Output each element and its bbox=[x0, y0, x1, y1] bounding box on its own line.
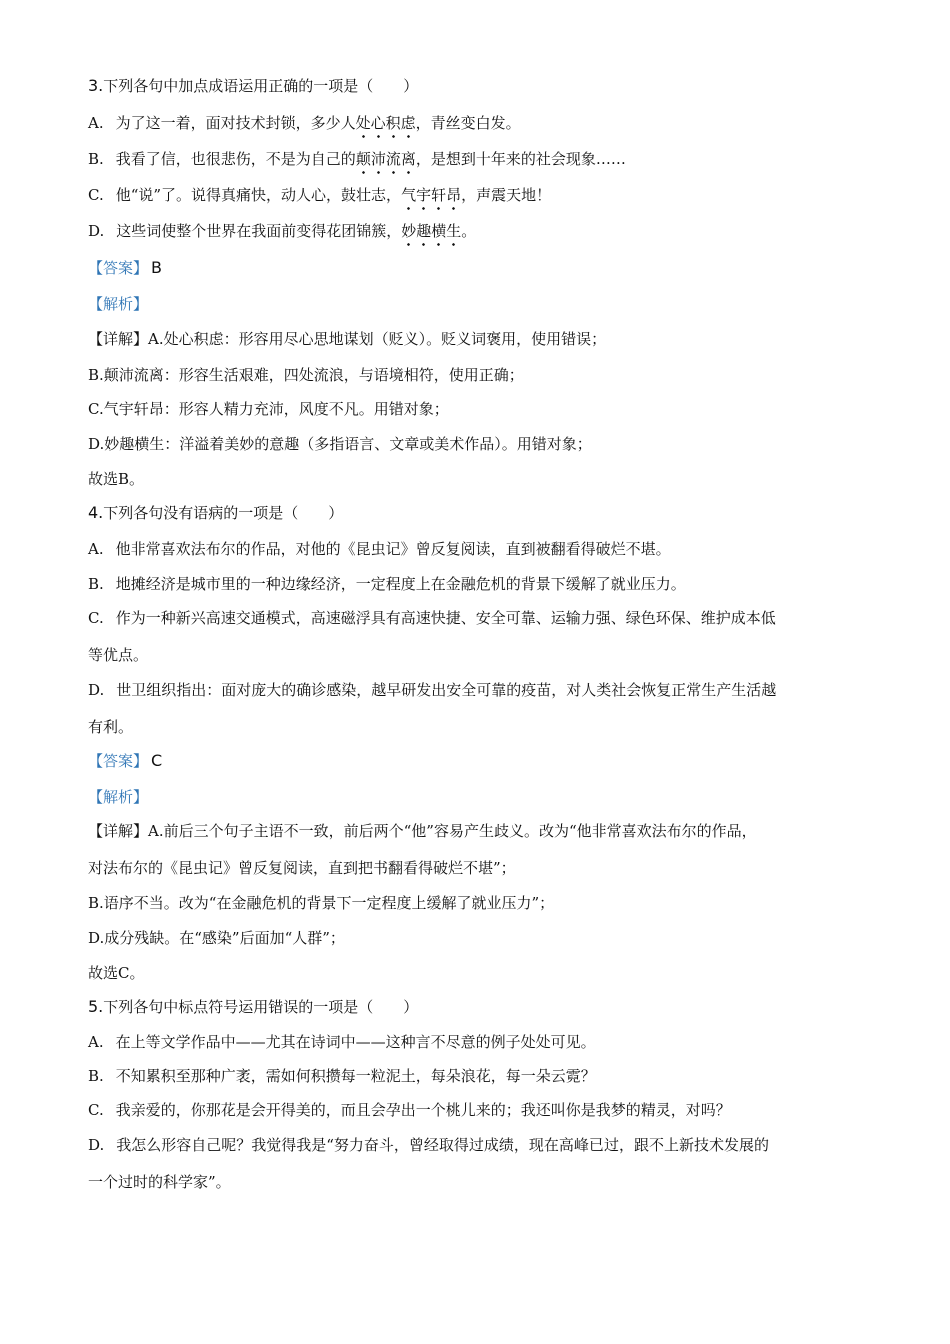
option-text: 世卫组织指出：面对庞大的确诊感染，越早研发出安全可靠的疫苗，对人类社会恢复正常生产生活越 bbox=[116, 681, 777, 699]
q3-stem-line bbox=[88, 76, 418, 96]
option-letter: C. bbox=[88, 186, 104, 204]
q4-number: 4. bbox=[88, 503, 104, 522]
option-letter: D. bbox=[88, 1136, 105, 1154]
q3-option-a bbox=[88, 113, 521, 133]
answer-value: C bbox=[151, 751, 163, 770]
option-letter: A. bbox=[88, 540, 104, 558]
q3-option-b bbox=[88, 149, 626, 169]
q3-option-d bbox=[88, 221, 476, 241]
analysis-label: 【解析】 bbox=[88, 788, 149, 806]
q4-detail-line: B.语序不当。改为“在金融危机的背景下一定程度上缓解了就业压力”； bbox=[88, 894, 555, 912]
detail-text: A.前后三个句子主语不一致，前后两个“他”容易产生歧义。改为“他非常喜欢法布尔的作品， bbox=[148, 822, 757, 840]
q4-detail-line: D.成分残缺。在“感染”后面加“人群”； bbox=[88, 929, 345, 947]
q4-analysis-label bbox=[88, 787, 148, 807]
q5-stem-line bbox=[88, 997, 418, 1017]
q5-stem: 下列各句中标点符号运用错误的一项是（ ） bbox=[103, 998, 419, 1016]
q5-option-d bbox=[88, 1135, 769, 1155]
q5-option-b bbox=[88, 1066, 596, 1086]
q5-number: 5. bbox=[88, 997, 104, 1016]
option-text: 在上等文学作品中——尤其在诗词中——这种言不尽意的例子处处可见。 bbox=[115, 1033, 596, 1051]
q3-detail-line: D.妙趣横生：洋溢着美妙的意趣（多指语言、文章或美术作品）。用错对象； bbox=[88, 435, 592, 453]
analysis-label: 【解析】 bbox=[88, 295, 149, 313]
answer-label: 【答案】 bbox=[88, 752, 149, 770]
option-text: 我亲爱的，你那花是会开得美的，而且会孕出一个桃儿来的；我还叫你是我梦的精灵，对吗？ bbox=[115, 1101, 731, 1119]
option-text: 我看了信，也很悲伤，不是为自己的 bbox=[115, 150, 356, 168]
option-text: 我怎么形容自己呢？我觉得我是“努力奋斗，曾经取得过成绩，现在高峰已过，跟不上新技术发展的 bbox=[116, 1136, 769, 1154]
q3-conclusion: 故选B。 bbox=[88, 470, 145, 488]
q4-detail-line: 对法布尔的《昆虫记》曾反复阅读，直到把书翻看得破烂不堪”； bbox=[88, 859, 516, 877]
option-letter: B. bbox=[88, 150, 104, 168]
option-letter: A. bbox=[88, 114, 104, 132]
q4-option-d-cont: 有利。 bbox=[88, 718, 134, 736]
q4-conclusion: 故选C。 bbox=[88, 964, 145, 982]
option-letter: A. bbox=[88, 1033, 104, 1051]
q3-analysis-label bbox=[88, 294, 148, 314]
q4-detail-line bbox=[88, 821, 757, 841]
q5-option-c bbox=[88, 1100, 731, 1120]
q5-option-d-cont: 一个过时的科学家”。 bbox=[88, 1173, 231, 1191]
option-letter: C. bbox=[88, 1101, 104, 1119]
detail-label: 【详解】 bbox=[88, 822, 149, 840]
option-letter: B. bbox=[88, 575, 104, 593]
option-text: 他“说”了。说得真痛快，动人心，鼓壮志， bbox=[115, 186, 402, 204]
q4-option-a bbox=[88, 539, 671, 559]
option-letter: D. bbox=[88, 681, 105, 699]
q3-detail-line: B.颠沛流离：形容生活艰难，四处流浪，与语境相符，使用正确； bbox=[88, 366, 524, 384]
q4-option-d bbox=[88, 680, 776, 700]
option-text: ，声震天地！ bbox=[461, 186, 552, 204]
q4-option-c-cont: 等优点。 bbox=[88, 646, 149, 664]
option-text: 不知累积至那种广袤，需如何积攒每一粒泥土，每朵浪花，每一朵云霓？ bbox=[115, 1067, 596, 1085]
q3-option-c bbox=[88, 185, 551, 205]
answer-label: 【答案】 bbox=[88, 259, 149, 277]
option-text: 。 bbox=[461, 222, 477, 240]
q4-stem-line bbox=[88, 503, 343, 523]
option-text: 他非常喜欢法布尔的作品，对他的《昆虫记》曾反复阅读，直到被翻看得破烂不堪。 bbox=[115, 540, 671, 558]
q3-detail-line bbox=[88, 329, 606, 349]
detail-label: 【详解】 bbox=[88, 330, 149, 348]
q4-stem: 下列各句没有语病的一项是（ ） bbox=[103, 504, 344, 522]
q5-option-a bbox=[88, 1032, 596, 1052]
option-text: ，青丝变白发。 bbox=[415, 114, 521, 132]
option-letter: C. bbox=[88, 609, 104, 627]
q4-option-c bbox=[88, 608, 776, 628]
emphasized-idiom: 气宇轩昂 bbox=[401, 186, 462, 204]
q4-option-b bbox=[88, 574, 686, 594]
detail-text: A.处心积虑：形容用尽心思地谋划（贬义）。贬义词褒用，使用错误； bbox=[148, 330, 607, 348]
q3-detail-line: C.气宇轩昂：形容人精力充沛，风度不凡。用错对象； bbox=[88, 400, 449, 418]
option-letter: B. bbox=[88, 1067, 104, 1085]
emphasized-idiom: 处心积虑 bbox=[355, 114, 416, 132]
option-text: 地摊经济是城市里的一种边缘经济，一定程度上在金融危机的背景下缓解了就业压力。 bbox=[115, 575, 686, 593]
emphasized-idiom: 妙趣横生 bbox=[401, 222, 462, 240]
option-text: ，是想到十年来的社会现象…… bbox=[415, 150, 626, 168]
q3-number: 3. bbox=[88, 76, 104, 95]
option-text: 为了这一着，面对技术封锁，多少人 bbox=[115, 114, 356, 132]
answer-value: B bbox=[151, 258, 162, 277]
emphasized-idiom: 颠沛流离 bbox=[355, 150, 416, 168]
q3-answer bbox=[88, 258, 162, 278]
option-text: 这些词使整个世界在我面前变得花团锦簇， bbox=[116, 222, 402, 240]
q3-stem: 下列各句中加点成语运用正确的一项是（ ） bbox=[103, 77, 419, 95]
option-text: 作为一种新兴高速交通模式，高速磁浮具有高速快捷、安全可靠、运输力强、绿色环保、维护成本低 bbox=[115, 609, 776, 627]
option-letter: D. bbox=[88, 222, 105, 240]
q4-answer bbox=[88, 751, 162, 771]
